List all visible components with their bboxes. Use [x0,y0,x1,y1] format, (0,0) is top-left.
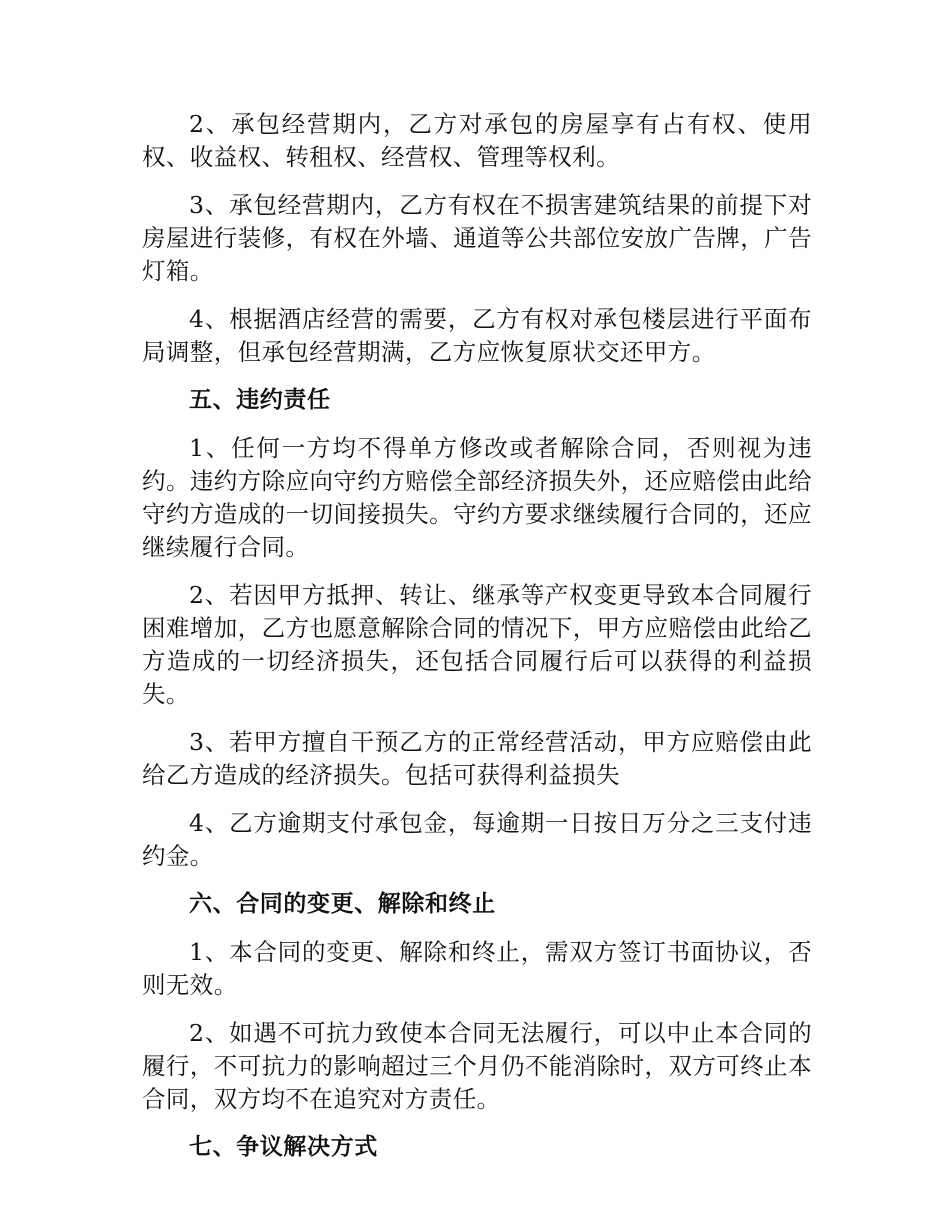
section-heading-dispute-resolution: 七、争议解决方式 [189,1134,378,1160]
clause-6-2: 2、如遇不可抗力致使本合同无法履行，可以中止本合同的履行，不可抗力的影响超过三个月仍不能消除时，双方可终止本合同，双方均不在追究对方责任。 [142,1019,812,1113]
section-heading-breach-liability: 五、违约责任 [189,387,331,413]
clause-5-4: 4、乙方逾期支付承包金，每逾期一日按日万分之三支付违约金。 [142,809,812,870]
clause-5-2: 2、若因甲方抵押、转让、继承等产权变更导致本合同履行困难增加，乙方也愿意解除合同的情况下，甲方应赔偿由此给乙方造成的一切经济损失，还包括合同履行后可以获得的利益损失。 [142,581,812,708]
clause-5-1: 1、任何一方均不得单方修改或者解除合同，否则视为违约。违约方除应向守约方赔偿全部经济损失外，还应赔偿由此给守约方造成的一切间接损失。守约方要求继续履行合同的，还应继续履行合同。 [142,434,812,561]
document-body [142,108,812,1179]
clause-5-3: 3、若甲方擅自干预乙方的正常经营活动，甲方应赔偿由此给乙方造成的经济损失。包括可获得利益损失 [142,728,812,789]
clause-4-3: 3、承包经营期内，乙方有权在不损害建筑结果的前提下对房屋进行装修，有权在外墙、通道等公共部位安放广告牌，广告灯箱。 [142,191,812,285]
clause-4-2: 2、承包经营期内，乙方对承包的房屋享有占有权、使用权、收益权、转租权、经营权、管理等权利。 [142,110,812,171]
clause-6-1: 1、本合同的变更、解除和终止，需双方签订书面协议，否则无效。 [142,938,812,999]
clause-4-4: 4、根据酒店经营的需要，乙方有权对承包楼层进行平面布局调整，但承包经营期满，乙方应恢复原状交还甲方。 [142,305,812,366]
section-heading-modification-termination: 六、合同的变更、解除和终止 [189,891,496,917]
